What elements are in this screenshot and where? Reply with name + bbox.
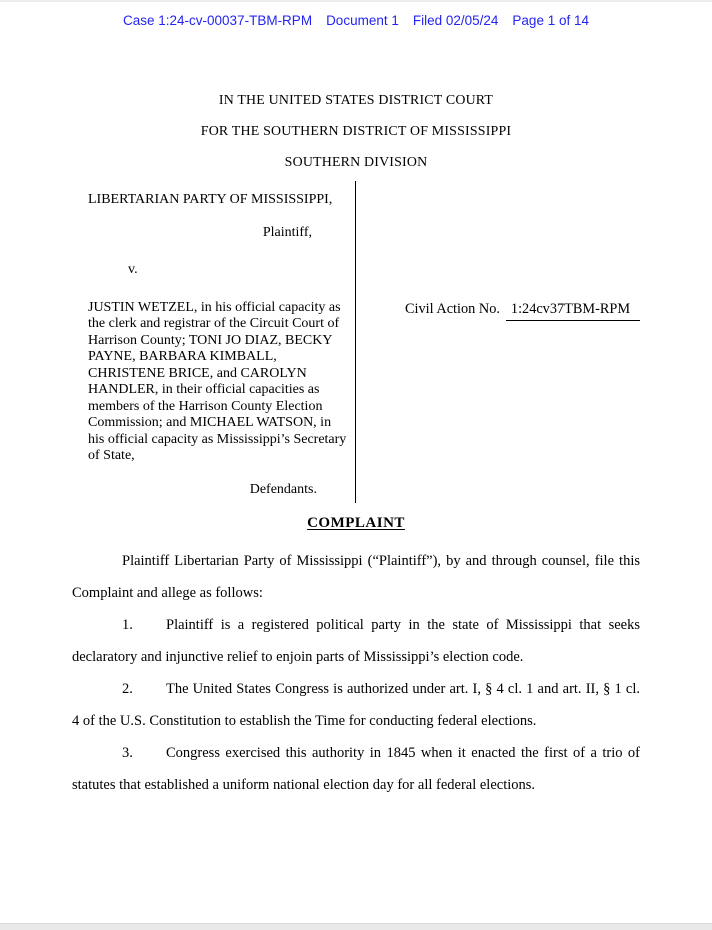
- caption-parties-column: [88, 181, 356, 503]
- defendants-role-label: Defendants.: [249, 481, 317, 497]
- paragraph-number: 2.: [122, 681, 133, 697]
- complaint-body: [72, 545, 640, 801]
- stamp-case-number: Case 1:24-cv-00037-TBM-RPM: [123, 13, 313, 28]
- stamp-filed-date: Filed 02/05/24: [412, 13, 499, 28]
- civil-action-line: [405, 301, 640, 321]
- paragraph-text: Plaintiff is a registered political party in the state of Mississippi that seeks declaratory and injunctive relief to enjoin parts of Mississippi’s election code.: [72, 617, 640, 665]
- viewer-bottom-edge: [0, 923, 712, 930]
- complaint-heading-text: COMPLAINT: [307, 515, 405, 531]
- paragraph-number: 1.: [122, 617, 133, 633]
- court-heading: [0, 85, 712, 178]
- plaintiff-role-label: Plaintiff,: [262, 224, 312, 240]
- numbered-paragraph-2: [72, 673, 640, 737]
- stamp-document-number: Document 1: [326, 13, 399, 28]
- complaint-heading: [0, 514, 712, 532]
- versus-label: v.: [128, 262, 138, 277]
- paragraph-number: 3.: [122, 745, 133, 761]
- stamp-page-count: Page 1 of 14: [512, 13, 589, 28]
- court-heading-line-3: SOUTHERN DIVISION: [284, 155, 428, 170]
- civil-action-label: Civil Action No.: [405, 301, 500, 317]
- numbered-paragraph-1: [72, 609, 640, 673]
- civil-action-number: 1:24cv37TBM-RPM: [506, 301, 640, 321]
- caption-case-number-column: [356, 181, 640, 503]
- page-top-edge: [0, 0, 712, 2]
- numbered-paragraph-3: [72, 737, 640, 801]
- paragraph-text: The United States Congress is authorized under art. I, § 4 cl. 1 and art. II, § 1 cl. 4 of the U.S. Constitution to establish the Time for conducting federal elections.: [72, 681, 640, 729]
- court-heading-line-2: FOR THE SOUTHERN DISTRICT OF MISSISSIPPI: [200, 124, 512, 139]
- paragraph-text: Congress exercised this authority in 1845 when it enacted the first of a trio of statutes that established a uniform national election day for all federal elections.: [72, 745, 640, 793]
- intro-paragraph: Plaintiff Libertarian Party of Mississippi (“Plaintiff”), by and through counsel, file this Complaint and allege as follows:: [72, 553, 640, 601]
- plaintiff-name: LIBERTARIAN PARTY OF MISSISSIPPI,: [88, 192, 333, 207]
- ecf-header-stamp: [0, 13, 712, 28]
- court-heading-line-1: IN THE UNITED STATES DISTRICT COURT: [218, 93, 494, 108]
- defendants-names: JUSTIN WETZEL, in his official capacity as the clerk and registrar of the Circuit Court of Harrison County; TONI JO DIAZ, BECKY PAYNE, BARBARA KIMBALL, CHRISTENE BRICE, and CAROLYN HANDLER, in their official capacities as members of the Harrison County Election Commission; and MICHAEL WATSON, in his official capacity as Mississippi’s Secretary of State,: [88, 299, 347, 463]
- case-caption: [88, 181, 640, 503]
